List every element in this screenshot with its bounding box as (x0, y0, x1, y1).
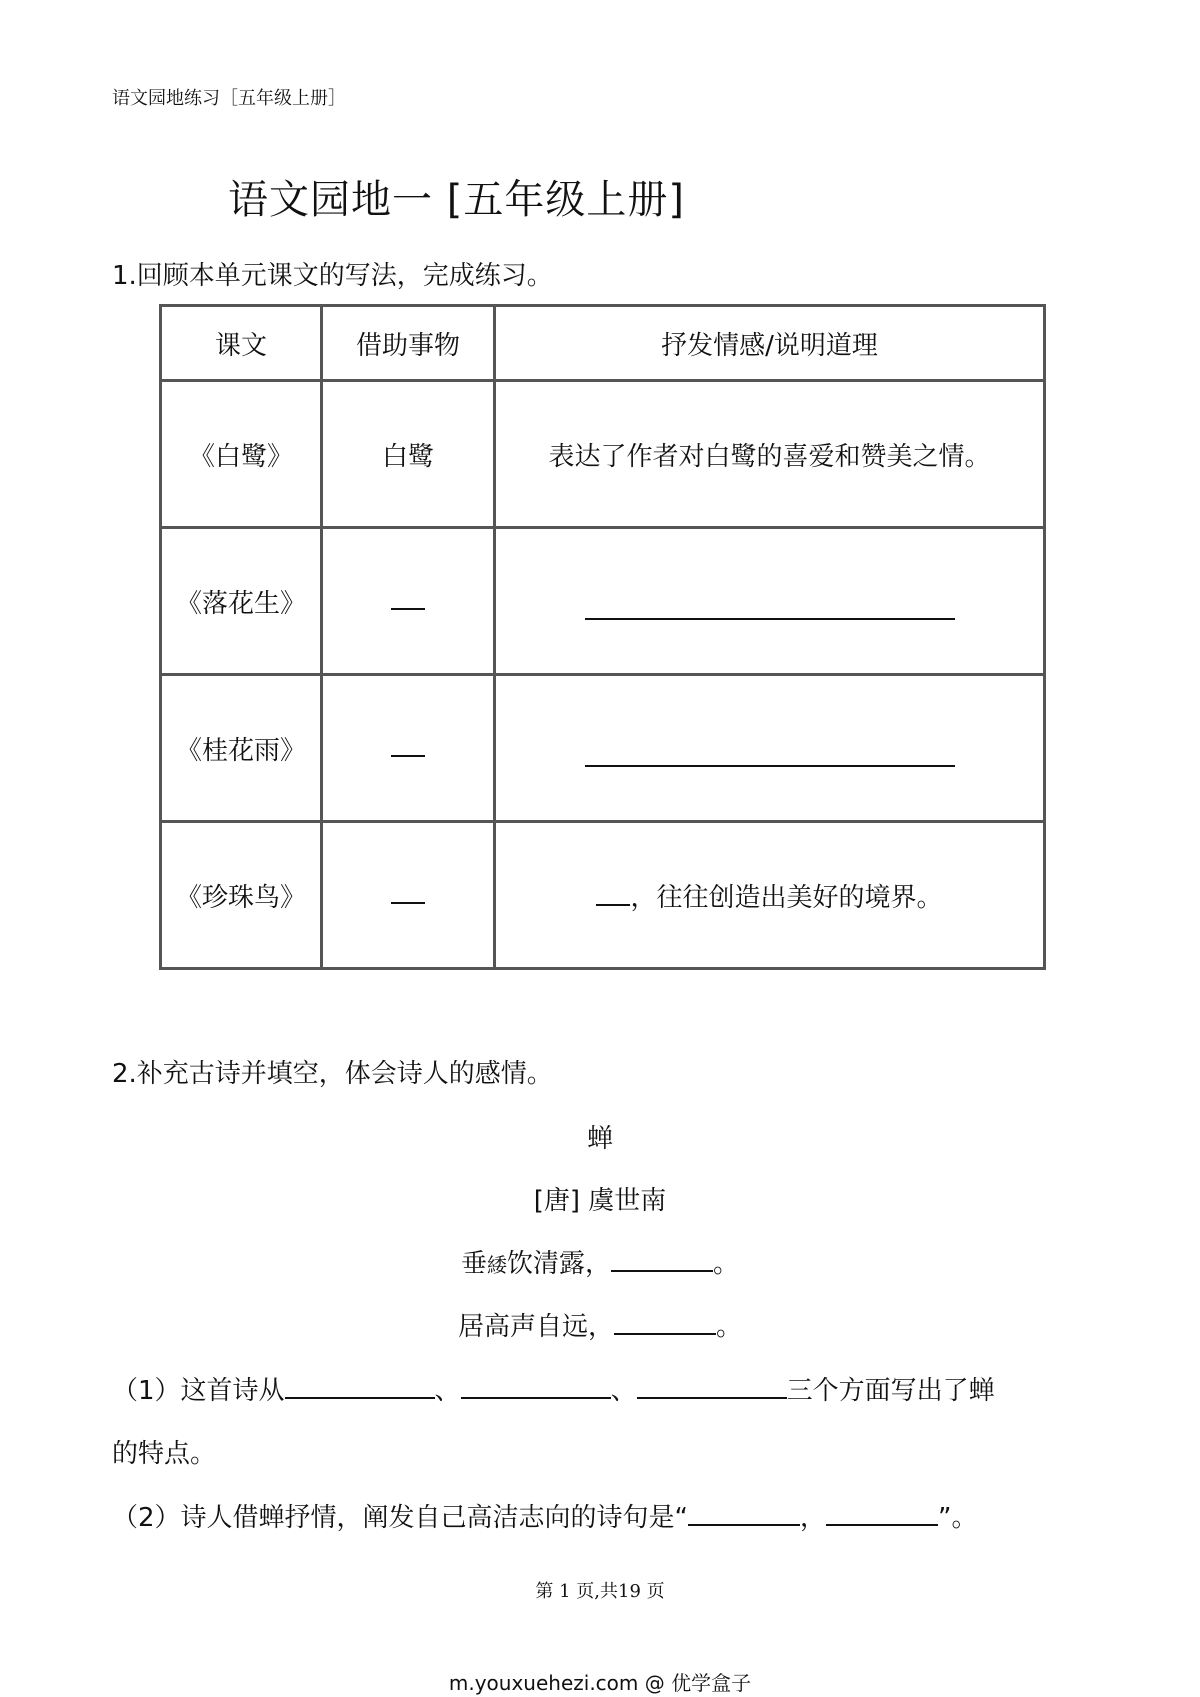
poem-title: 蝉 (586, 1124, 613, 1154)
question-1-prompt: 1.回顾本单元课文的写法，完成练习。 (112, 261, 553, 291)
cell-feeling: 表达了作者对白鹭的喜爱和赞美之情。 (495, 381, 1045, 528)
answer-blank[interactable] (637, 1375, 787, 1399)
cell-feeling (495, 528, 1045, 675)
table-row (161, 675, 1045, 822)
cell-object (322, 822, 495, 969)
column-header: 课文 (161, 306, 322, 381)
answer-blank[interactable] (611, 1248, 713, 1272)
exercise-table (159, 304, 1046, 970)
poem-line-1 (0, 1243, 1200, 1280)
page-title: 语文园地一 [五年级上册] (228, 177, 685, 223)
table-row (161, 381, 1045, 528)
poem-author: [唐] 虞世南 (533, 1186, 667, 1216)
cell-text: 《落花生》 (161, 528, 322, 675)
answer-blank[interactable] (585, 741, 955, 767)
column-header: 抒发情感/说明道理 (495, 306, 1045, 381)
poem-small-char: 緌 (486, 1253, 507, 1277)
poem-line-1-rest: 饮清露， (506, 1249, 611, 1279)
cell-feeling (495, 675, 1045, 822)
answer-blank[interactable] (391, 733, 425, 757)
question-2-prompt: 2.补充古诗并填空，体会诗人的感情。 (112, 1059, 553, 1089)
footer-url: m.youxuehezi.com @ 优学盒子 (448, 1671, 752, 1695)
separator: 、 (434, 1376, 461, 1406)
answer-blank[interactable] (461, 1375, 611, 1399)
sub-question-1-suffix: 三个方面写出了蝉 (786, 1376, 995, 1406)
sub-question-2 (112, 1497, 978, 1534)
answer-blank[interactable] (596, 882, 630, 906)
cell-object (322, 675, 495, 822)
table-row (161, 822, 1045, 969)
poem-line-end: 。 (713, 1249, 740, 1279)
table-row (161, 528, 1045, 675)
answer-blank[interactable] (614, 1311, 716, 1335)
page-number: 第 1 页,共19 页 (535, 1581, 665, 1602)
cell-text: 《桂花雨》 (161, 675, 322, 822)
sub-question-2-prefix: （2）诗人借蝉抒情，阐发自己高洁志向的诗句是“ (112, 1503, 689, 1533)
poem-line-1-start: 垂 (460, 1249, 487, 1279)
sub-question-2-suffix: ”。 (938, 1503, 978, 1533)
answer-blank[interactable] (826, 1502, 938, 1526)
cell-feeling (495, 822, 1045, 969)
cell-text: 《珍珠鸟》 (161, 822, 322, 969)
poem-line-2 (0, 1306, 1200, 1343)
cell-object: 白鹭 (322, 381, 495, 528)
sub-question-1-continued: 的特点。 (112, 1439, 217, 1469)
running-header: 语文园地练习［五年级上册］ (112, 88, 346, 109)
separator: 、 (610, 1376, 637, 1406)
column-header: 借助事物 (322, 306, 495, 381)
poem-line-2-start: 居高声自远， (457, 1312, 614, 1342)
sub-question-1 (112, 1370, 995, 1407)
separator: ， (800, 1503, 827, 1533)
feeling-suffix: ，往往创造出美好的境界。 (630, 882, 943, 913)
answer-blank[interactable] (585, 594, 955, 620)
sub-question-1-prefix: （1）这首诗从 (112, 1376, 285, 1406)
cell-object (322, 528, 495, 675)
answer-blank[interactable] (688, 1502, 800, 1526)
answer-blank[interactable] (285, 1375, 435, 1399)
answer-blank[interactable] (391, 586, 425, 610)
table-header-row (161, 306, 1045, 381)
answer-blank[interactable] (391, 880, 425, 904)
poem-line-end: 。 (716, 1312, 743, 1342)
cell-text: 《白鹭》 (161, 381, 322, 528)
